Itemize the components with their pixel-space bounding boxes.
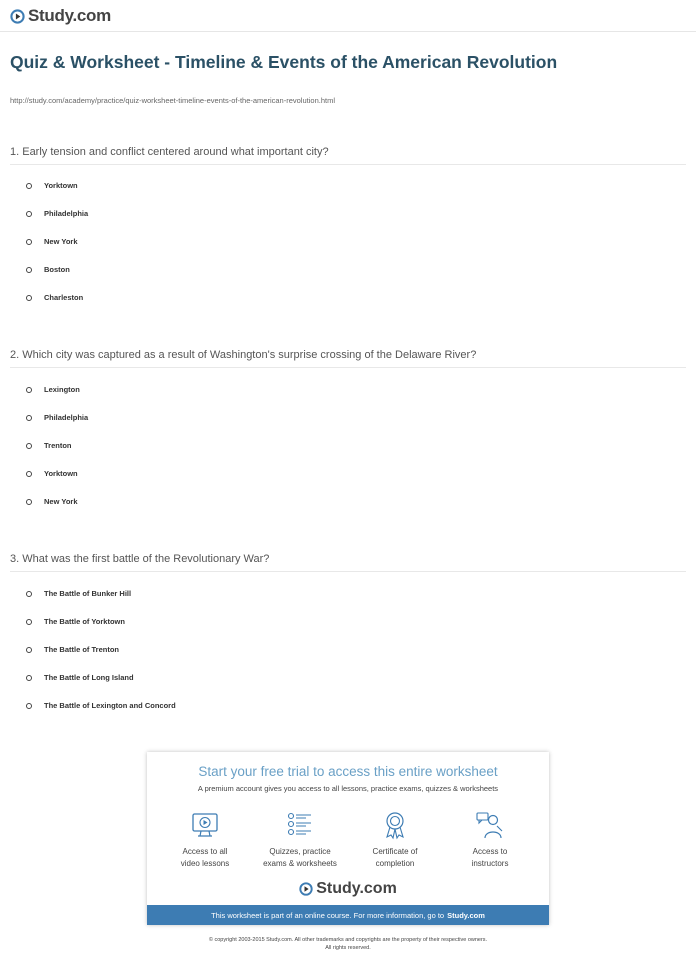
- radio-icon[interactable]: [26, 387, 32, 393]
- option-label: New York: [44, 237, 78, 246]
- option-label: Trenton: [44, 441, 72, 450]
- question-text: 2. Which city was captured as a result of Washington's surprise crossing of the Delaware River?: [10, 349, 686, 368]
- feature-line: completion: [375, 859, 415, 868]
- study-link[interactable]: Study.com: [447, 910, 485, 920]
- answer-option[interactable]: [26, 497, 78, 506]
- radio-icon[interactable]: [26, 703, 32, 709]
- answer-option[interactable]: [26, 209, 88, 218]
- header-divider: [0, 31, 696, 32]
- answer-option[interactable]: [26, 181, 78, 190]
- option-label: Philadelphia: [44, 209, 89, 218]
- answer-option[interactable]: [26, 673, 134, 682]
- logo-text: Study.com: [28, 6, 111, 25]
- promo-headline[interactable]: Start your free trial to access this entire worksheet: [198, 764, 498, 779]
- feature-line: video lessons: [180, 859, 230, 868]
- feature-certificate: [345, 810, 445, 870]
- answer-option[interactable]: [26, 589, 131, 598]
- radio-icon[interactable]: [26, 471, 32, 477]
- feature-quizzes: [250, 810, 350, 870]
- promo-footer-bar: [147, 905, 549, 925]
- option-label: Yorktown: [44, 469, 78, 478]
- promo-logo[interactable]: [147, 880, 549, 898]
- answer-option[interactable]: [26, 237, 78, 246]
- option-label: The Battle of Bunker Hill: [44, 589, 132, 598]
- radio-icon[interactable]: [26, 499, 32, 505]
- promo-logo-text: Study.com: [316, 880, 397, 897]
- option-label: Yorktown: [44, 181, 78, 190]
- radio-icon[interactable]: [26, 443, 32, 449]
- radio-icon[interactable]: [26, 619, 32, 625]
- radio-icon[interactable]: [26, 267, 32, 273]
- page-url[interactable]: http://study.com/academy/practice/quiz-worksheet-timeline-events-of-the-american-revolution.html: [10, 96, 335, 105]
- radio-icon[interactable]: [26, 647, 32, 653]
- option-label: Boston: [44, 265, 70, 274]
- option-label: Charleston: [44, 293, 84, 302]
- answer-option[interactable]: [26, 701, 176, 710]
- page-title: Quiz & Worksheet - Timeline & Events of the American Revolution: [10, 52, 558, 72]
- feature-line: Quizzes, practice: [269, 847, 331, 856]
- radio-icon[interactable]: [26, 183, 32, 189]
- instructor-icon: [475, 810, 505, 840]
- feature-line: Access to: [472, 847, 508, 856]
- radio-icon[interactable]: [26, 295, 32, 301]
- copyright-notice: [0, 936, 696, 952]
- radio-icon[interactable]: [26, 591, 32, 597]
- answer-option[interactable]: [26, 413, 88, 422]
- play-circle-icon: [299, 882, 313, 896]
- free-trial-promo[interactable]: [147, 752, 549, 925]
- promo-bar-text: This worksheet is part of an online course. For more information, go to: [211, 910, 445, 920]
- copyright-line: © copyright 2003-2015 Study.com. All other trademarks and copyrights are the property of their respective owners.: [208, 937, 488, 943]
- answer-option[interactable]: [26, 293, 83, 302]
- option-label: Lexington: [44, 385, 80, 394]
- feature-line: exams & worksheets: [263, 859, 337, 868]
- question-2: [10, 349, 686, 368]
- radio-icon[interactable]: [26, 415, 32, 421]
- question-3: [10, 553, 686, 572]
- radio-icon[interactable]: [26, 675, 32, 681]
- option-label: The Battle of Trenton: [44, 645, 119, 654]
- option-label: The Battle of Long Island: [44, 673, 134, 682]
- feature-instructors: [440, 810, 540, 870]
- promo-subline: A premium account gives you access to all lessons, practice exams, quizzes & worksheets: [197, 784, 499, 793]
- checklist-icon: [285, 810, 315, 840]
- feature-line: Access to all: [182, 847, 228, 856]
- option-label: New York: [44, 497, 78, 506]
- answer-option[interactable]: [26, 645, 119, 654]
- radio-icon[interactable]: [26, 239, 32, 245]
- study-logo[interactable]: [10, 6, 111, 26]
- question-text: 1. Early tension and conflict centered around what important city?: [10, 146, 686, 165]
- feature-line: Certificate of: [372, 847, 418, 856]
- feature-line: instructors: [471, 859, 509, 868]
- option-label: The Battle of Lexington and Concord: [44, 701, 176, 710]
- certificate-icon: [380, 810, 410, 840]
- question-1: [10, 146, 686, 165]
- copyright-line: All rights reserved.: [325, 945, 371, 951]
- answer-option[interactable]: [26, 385, 80, 394]
- option-label: Philadelphia: [44, 413, 89, 422]
- feature-video-lessons: [155, 810, 255, 870]
- question-text: 3. What was the first battle of the Revolutionary War?: [10, 553, 686, 572]
- video-lesson-icon: [190, 810, 220, 840]
- answer-option[interactable]: [26, 265, 70, 274]
- play-circle-icon: [10, 9, 25, 24]
- answer-option[interactable]: [26, 441, 72, 450]
- option-label: The Battle of Yorktown: [44, 617, 125, 626]
- radio-icon[interactable]: [26, 211, 32, 217]
- answer-option[interactable]: [26, 469, 78, 478]
- answer-option[interactable]: [26, 617, 125, 626]
